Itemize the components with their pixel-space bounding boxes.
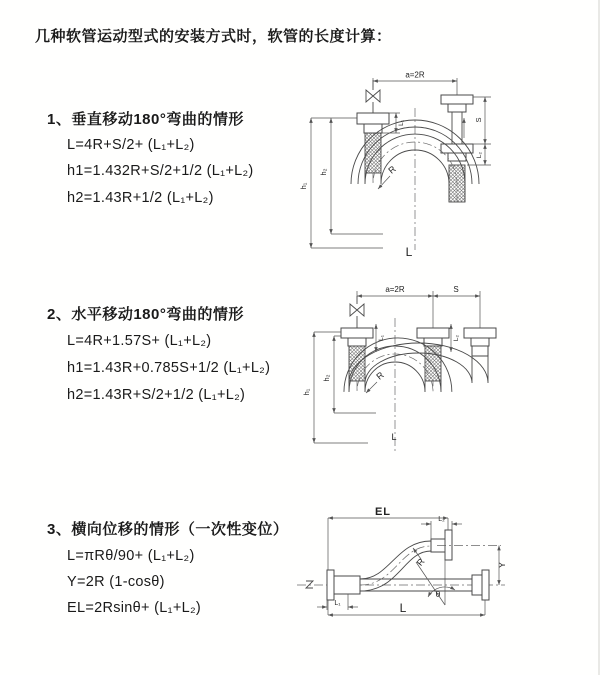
dimension-l1 (317, 594, 358, 610)
page-title: 几种软管运动型式的安装方式时，软管的长度计算： (35, 28, 392, 45)
section-3-formula-l: L=πRθ/90+ (L₁+L₂) (67, 548, 195, 564)
label-h2: h₂ (322, 374, 331, 382)
section-3-formula-el: EL=2Rsinθ+ (L₁+L₂) (67, 600, 202, 616)
radius-leader (366, 369, 386, 393)
section-1-formula-l: L=4R+S/2+ (L₁+L₂) (67, 137, 195, 153)
label-l2: L₂ (453, 334, 460, 342)
label-y: Y (497, 562, 507, 568)
section-3-heading: 3、横向位移的情形（一次性变位） (47, 521, 289, 538)
right-flange-fitting (464, 328, 496, 356)
label-a2r: a=2R (405, 70, 425, 80)
section-1-heading: 1、垂直移动180°弯曲的情形 (47, 111, 244, 128)
diagram-vertical-bend (297, 68, 597, 258)
label-l2: L₂ (476, 151, 483, 159)
label-el: EL (374, 506, 392, 518)
label-h2: h₂ (319, 168, 328, 176)
label-h1: h₁ (299, 182, 308, 190)
section-2-heading: 2、水平移动180°弯曲的情形 (47, 306, 244, 323)
left-flange-fitting (327, 570, 360, 600)
label-theta: θ (435, 589, 441, 599)
section-2-formula-l: L=4R+1.57S+ (L₁+L₂) (67, 333, 212, 349)
right-flange-fitting (472, 570, 489, 600)
hose-u-bend-displaced (349, 343, 488, 383)
label-l1: L₁ (378, 335, 385, 341)
label-l1: L₁ (334, 600, 341, 607)
section-1-formula-h1: h1=1.432R+S/2+1/2 (L₁+L₂) (67, 163, 254, 179)
section-1-formula-h2: h2=1.43R+1/2 (L₁+L₂) (67, 190, 214, 206)
diagram-horizontal-bend (298, 280, 598, 460)
label-h1: h₁ (302, 388, 311, 396)
dimension-el (328, 506, 448, 570)
dimension-y (497, 546, 507, 586)
dimension-span (357, 285, 480, 328)
dimension-l (328, 600, 485, 615)
section-3-formula-y: Y=2R (1-cosθ) (67, 574, 165, 590)
label-l1: L₁ (398, 120, 405, 126)
label-r: R (386, 163, 398, 176)
dimension-l2 (421, 516, 462, 539)
label-a2r: a=2R (385, 285, 405, 294)
dimension-span (373, 71, 457, 96)
dimension-stroke (473, 97, 491, 144)
label-l2: L₂ (438, 516, 445, 523)
section-2-formula-h1: h1=1.43R+0.785S+1/2 (L₁+L₂) (67, 360, 271, 376)
section-2-formula-h2: h2=1.43R+S/2+1/2 (L₁+L₂) (67, 387, 246, 403)
radius-leader (413, 548, 427, 568)
label-l-total: L (405, 245, 413, 258)
break-symbol (306, 581, 313, 588)
diagram-lateral-shift (295, 498, 595, 628)
label-l-total: L (391, 432, 397, 442)
label-l-total: L (399, 601, 407, 615)
label-s: S (453, 285, 459, 294)
label-s: S (474, 117, 483, 123)
top-right-flange-fitting (431, 530, 452, 560)
label-r: R (414, 556, 427, 568)
dimension-stroke (433, 285, 480, 296)
label-r: R (374, 369, 386, 382)
